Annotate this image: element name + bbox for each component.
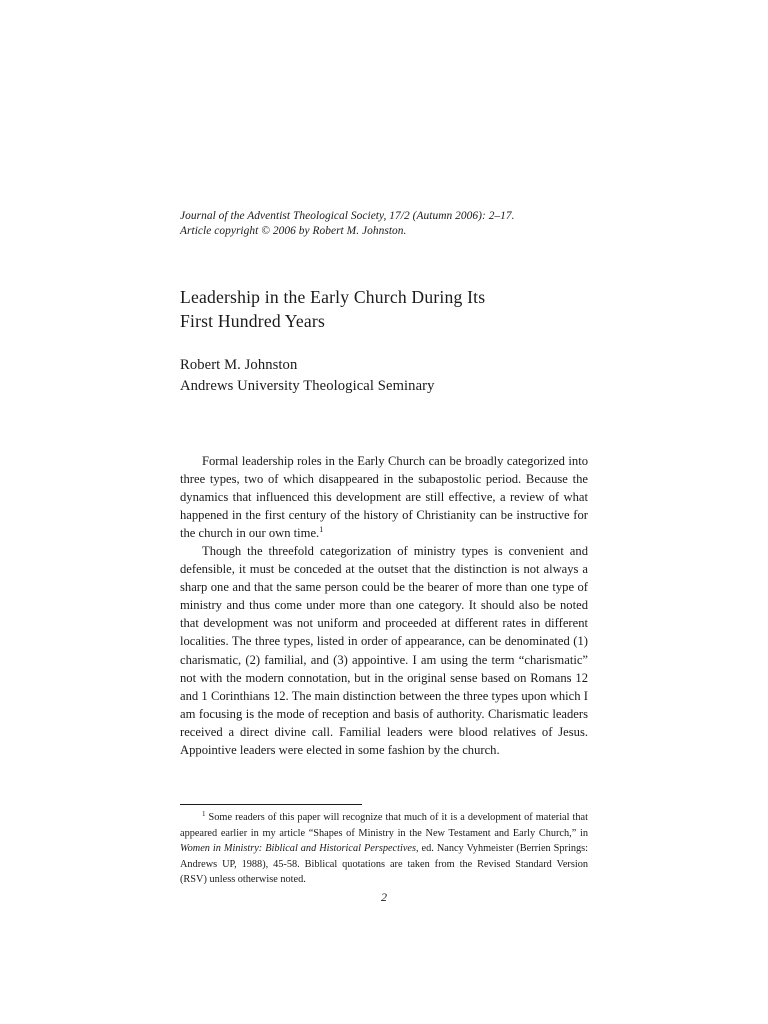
page-number: 2: [381, 890, 387, 904]
footnote-1: [180, 810, 588, 888]
document-page: [180, 0, 588, 1024]
footnote-divider: [180, 804, 362, 805]
author-name: Robert M. Johnston: [180, 357, 298, 373]
article-title-line-2: First Hundred Years: [180, 311, 326, 331]
author-block: [180, 355, 588, 397]
body-paragraph-1: [180, 452, 588, 542]
body-paragraph-1-text: Formal leadership roles in the Early Church can be broadly categorized into three types, two of which disappeared in the subapostolic period. Because the dynamics that influenced this development are still effective, a review of what happened in the first century of the history of Christianity can be instructive for the church in our own time.: [180, 454, 588, 541]
article-title-line-1: Leadership in the Early Church During Its: [180, 287, 486, 307]
article-title: [180, 285, 588, 333]
citation-line-journal: Journal of the Adventist Theological Society, 17/2 (Autumn 2006): 2–17.: [180, 210, 515, 222]
footnote-book-title: Women in Ministry: Biblical and Historical Perspectives: [180, 843, 416, 855]
journal-citation: [180, 209, 588, 239]
article-body: [180, 452, 588, 759]
footnote-text-before-title: Some readers of this paper will recognize that much of it is a development of material that appeared earlier in my article “Shapes of Ministry in the New Testament and Early Church,” in: [180, 812, 588, 839]
footnote-reference[interactable]: 1: [319, 525, 324, 535]
footnote-text-after-title: , ed. Nancy Vyhmeister (Berrien Springs: Andrews UP, 1988), 45-58. Biblical quotations are taken from the Revised Standard Version (RSV) unless otherwise noted.: [180, 843, 588, 886]
body-paragraph-2: Though the threefold categorization of ministry types is convenient and defensible, it must be conceded at the outset that the distinction is not always a sharp one and that the same person could be the bearer of more than one type of ministry and thus come under more than one category. It should also be noted that development was not uniform and proceeded at different rates in different localities. The three types, listed in order of appearance, can be denominated (1) charismatic, (2) familial, and (3) appointive. I am using the term “charismatic” not with the modern connotation, but in the original sense based on Romans 12 and 1 Corinthians 12. The main distinction between the three types upon which I am focusing is the mode of reception and basis of authority. Charismatic leaders received a direct divine call. Familial leaders were blood relatives of Jesus. Appointive leaders were elected in some fashion by the church.: [180, 544, 588, 757]
author-affiliation: Andrews University Theological Seminary: [180, 378, 435, 394]
citation-line-copyright: Article copyright © 2006 by Robert M. Johnston.: [180, 225, 407, 237]
footnote-marker: 1: [202, 810, 206, 818]
